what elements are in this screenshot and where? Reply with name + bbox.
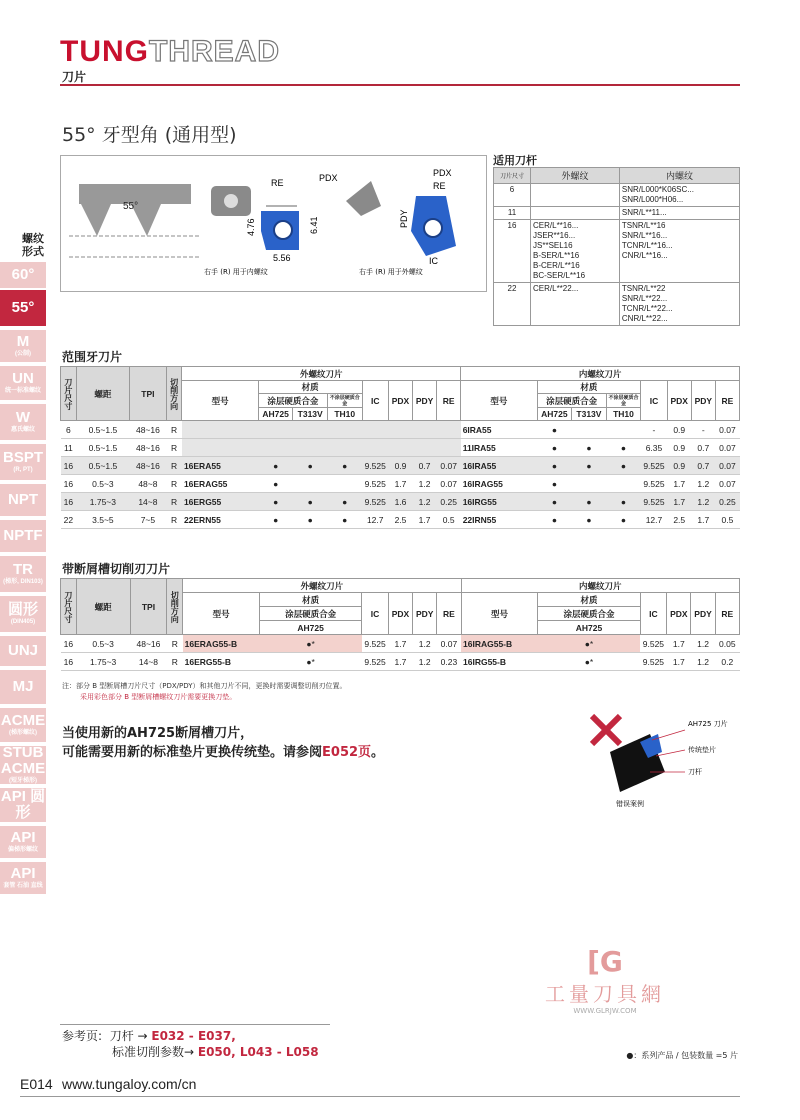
table-cell <box>606 421 641 439</box>
table-cell <box>362 439 388 457</box>
notice: 当使用新的AH725断屑槽刀片， 可能需要用新的标准垫片更换传统垫。请参阅E052页。 <box>62 726 385 760</box>
table-row <box>61 511 740 529</box>
table-cell: R <box>166 439 182 457</box>
ext-model: 16ERAG55 <box>182 475 258 493</box>
table-cell: 3.5~5 <box>76 511 129 529</box>
footer-url[interactable]: www.tungaloy.com/cn <box>62 1076 197 1092</box>
table-cell: ● <box>293 493 328 511</box>
table-cell <box>327 421 362 439</box>
table-cell: 0.9 <box>667 457 691 475</box>
sidebar-tab-sublabel: 偏梯形螺纹 <box>7 847 38 853</box>
table-cell: 9.525 <box>640 635 667 653</box>
svg-text:传统垫片: 传统垫片 <box>688 746 716 754</box>
table-cell: 9.525 <box>362 457 388 475</box>
sidebar-tab-label: M <box>16 333 30 350</box>
compat-title: 适用刀杆 <box>493 154 537 167</box>
table-cell: 0.07 <box>715 439 739 457</box>
table1-title: 范围牙刀片 <box>62 350 123 364</box>
sidebar-tab[interactable] <box>0 290 46 326</box>
table-row <box>61 457 740 475</box>
sidebar-tab-label: BSPT <box>2 449 43 466</box>
table-cell: 1.7 <box>667 635 691 653</box>
table-cell: R <box>166 475 182 493</box>
insert-figure <box>60 155 487 292</box>
table-cell: ● <box>258 457 293 475</box>
sidebar-tab[interactable] <box>0 636 46 666</box>
caption-right: 右手 (R) 用于外螺纹 <box>359 268 423 276</box>
int-model: 16IRAG55-B <box>461 635 538 653</box>
note-1: 注：部分 B 型断屑槽刀片尺寸（PDX/PDY）和其他刀片不同，更换时需要调整切削刃位置。 <box>62 682 347 690</box>
watermark-logo: [G <box>587 945 623 978</box>
ref-link-holders[interactable]: E032 - E037, <box>151 1029 236 1043</box>
table-cell: 1.75~3 <box>76 653 130 671</box>
table-cell: 0.9 <box>388 457 412 475</box>
page-title: 55° 牙型角 (通用型) <box>62 124 237 146</box>
table-cell: 0.07 <box>715 421 739 439</box>
table-cell: 16 <box>61 493 77 511</box>
table-cell: ● <box>327 511 362 529</box>
svg-text:4.76: 4.76 <box>246 218 256 236</box>
table-cell <box>293 421 328 439</box>
sidebar-tab-label: UN <box>12 370 34 387</box>
table-cell: 48~16 <box>130 439 167 457</box>
compat-row <box>494 207 740 220</box>
table-cell: ●* <box>538 653 640 671</box>
compat-cell: CER/L**16... JSER**16... JS**SEL16 B-SER/L**16 B-CER/L**16 BC-SER/L**16 <box>531 220 620 283</box>
table-cell: 0.07 <box>437 475 461 493</box>
table-cell: 1.2 <box>413 653 437 671</box>
table-row <box>61 475 740 493</box>
sidebar-tab-label: NPT <box>8 491 38 508</box>
table-cell: ● <box>327 493 362 511</box>
svg-text:RE: RE <box>271 178 284 188</box>
table-cell: ● <box>572 511 607 529</box>
table-cell: 0.5~1.5 <box>76 457 129 475</box>
table-row <box>61 421 740 439</box>
int-model: 16IRG55-B <box>461 653 538 671</box>
table-cell: 1.7 <box>667 475 691 493</box>
sidebar-tab[interactable] <box>0 670 46 704</box>
table-cell: 1.2 <box>413 493 437 511</box>
ext-model <box>182 439 258 457</box>
sidebar-tab-sublabel: (公制) <box>15 351 31 357</box>
table-cell: R <box>166 457 182 475</box>
sidebar-tab-label: API <box>10 829 36 846</box>
table1: 刀片尺寸 螺距 TPI 切削方向 外螺纹刀片 内螺纹刀片 型号 材质 IC PDX PDY RE 型号 材质 IC PDX PDY RE 涂层硬质合金 不涂层硬质合金 涂层硬质合金 不涂层硬质合金 AH725 T313V TH10 AH725 T313V TH10 6 0.5~1.5 48~16 R 6IRA55 ● - 0.9 - 0.07 11 0.5~1.5 48~16 R 11IRA55 ● ● ● 6.35 0.9 0.7 0.07 16 0.5~1.5 48~16 R 16ERA55 ● ● ● 9.525 0.9 0.7 0.07 16IRA55 ● ● ● 9.525 0.9 0.7 0.07 16 0.5~3 48~8 R 16ERAG55 ● 9.525 1.7 1.2 0.07 16IRAG55 ● 9.525 1.7 1.2 0.07 16 1.75~3 14~8 R 16ERG55 ● ● ● 9.525 1.6 1.2 0.25 16IRG55 ● ● ● 9.525 1.7 1.2 0.25 22 3.5~5 7~5 R 22ERN55 ● ● ● 12.7 2.5 1.7 0.5 22IRN55 ● ● ● 12.7 2.5 1.7 0.5 <box>60 366 740 529</box>
table-cell: 0.5 <box>437 511 461 529</box>
table-cell <box>413 439 437 457</box>
compat-cell <box>531 207 620 220</box>
table-cell: 1.7 <box>388 653 412 671</box>
sidebar-tab-label: API 圆形 <box>0 788 46 821</box>
table-cell: 0.7 <box>413 457 437 475</box>
table-cell <box>413 421 437 439</box>
table-cell: 0.9 <box>667 439 691 457</box>
ext-model: 16ERAG55-B <box>183 635 260 653</box>
table-cell: 6 <box>61 421 77 439</box>
table-cell: 16 <box>61 653 77 671</box>
int-model: 11IRA55 <box>461 439 537 457</box>
compat-header-size: 刀片尺寸 <box>494 168 531 184</box>
table-cell: 9.525 <box>641 475 667 493</box>
int-model: 16IRA55 <box>461 457 537 475</box>
svg-text:RE: RE <box>433 181 446 191</box>
compat-table <box>493 167 740 326</box>
table-cell: ● <box>293 511 328 529</box>
compat-row <box>494 283 740 326</box>
svg-text:错误案例: 错误案例 <box>616 800 644 808</box>
table-cell <box>437 439 461 457</box>
table-cell: 0.5~3 <box>76 475 129 493</box>
table-cell: 9.525 <box>362 635 389 653</box>
sidebar-tab[interactable] <box>0 596 46 632</box>
sidebar-tab-sublabel: 套管 石油 直线 <box>3 883 43 889</box>
table-cell: 0.5~3 <box>76 635 130 653</box>
table-cell: 48~16 <box>130 421 167 439</box>
sidebar-tab-label: TR <box>13 561 33 578</box>
sidebar-tab-label: UNJ <box>7 642 38 659</box>
sidebar-tab-label: MJ <box>12 678 34 695</box>
compat-cell <box>531 184 620 207</box>
compat-cell: SNR/L000*K06SC... SNR/L000*H06... <box>619 184 739 207</box>
sidebar-tab-sublabel: 统一标准螺纹 <box>4 388 41 394</box>
table-cell: 11 <box>61 439 77 457</box>
table-cell: 1.2 <box>413 635 437 653</box>
sidebar-tab-sublabel: (R, PT) <box>13 467 33 473</box>
sidebar-tab-sublabel: (梯形, DIN103) <box>3 579 43 585</box>
table-cell: 22 <box>61 511 77 529</box>
table-cell: 14~8 <box>130 653 167 671</box>
table-cell: ● <box>537 475 572 493</box>
sidebar-tab-sublabel: (短牙梯形) <box>9 778 37 784</box>
table-cell: 9.525 <box>641 457 667 475</box>
ref-divider <box>60 1024 330 1025</box>
compat-cell: 22 <box>494 283 531 326</box>
table-cell: 0.23 <box>437 653 461 671</box>
table-cell: 48~16 <box>130 457 167 475</box>
svg-text:IC: IC <box>429 256 438 266</box>
svg-text:6.41: 6.41 <box>309 216 319 234</box>
svg-text:刀杆: 刀杆 <box>688 768 702 776</box>
table-cell: ● <box>537 457 572 475</box>
compat-header-int: 内螺纹 <box>619 168 739 184</box>
table-cell: 9.525 <box>640 653 667 671</box>
table-cell: 0.07 <box>437 635 461 653</box>
table-cell <box>437 421 461 439</box>
angle-label: 55° <box>123 201 139 212</box>
sidebar-tab[interactable] <box>0 520 46 552</box>
table-cell: 1.2 <box>691 475 715 493</box>
table-cell <box>362 421 388 439</box>
table-cell <box>258 421 293 439</box>
sidebar-tab[interactable] <box>0 862 46 894</box>
table-cell: R <box>167 653 183 671</box>
table-cell: 9.525 <box>641 493 667 511</box>
table-cell: ● <box>606 493 641 511</box>
ext-model: 16ERA55 <box>182 457 258 475</box>
table-cell <box>293 439 328 457</box>
sidebar-tab-label: 圆形 <box>7 601 38 618</box>
table-cell: 7~5 <box>130 511 167 529</box>
table-cell: 0.07 <box>437 457 461 475</box>
svg-text:PDY: PDY <box>399 209 409 228</box>
table-cell: 0.7 <box>691 439 715 457</box>
table-cell: 1.2 <box>691 493 715 511</box>
table-cell: 9.525 <box>362 653 389 671</box>
table-cell: ● <box>572 457 607 475</box>
table-cell: ● <box>258 475 293 493</box>
svg-text:PDX: PDX <box>433 168 452 178</box>
table-cell: 48~16 <box>130 635 167 653</box>
table-cell: 0.9 <box>667 421 691 439</box>
int-model: 6IRA55 <box>461 421 537 439</box>
compat-cell: 16 <box>494 220 531 283</box>
table-cell: R <box>166 421 182 439</box>
compat-cell: 6 <box>494 184 531 207</box>
compat-cell: TSNR/L**16 SNR/L**16... TCNR/L**16... CNR/L**16... <box>619 220 739 283</box>
table-cell: R <box>166 511 182 529</box>
sidebar-tab[interactable] <box>0 404 46 440</box>
table-cell <box>388 439 412 457</box>
ext-model: 16ERG55 <box>182 493 258 511</box>
table-cell: 0.25 <box>437 493 461 511</box>
table-cell: ● <box>537 493 572 511</box>
table-cell <box>606 475 641 493</box>
table-cell: 0.7 <box>691 457 715 475</box>
table-cell: 1.7 <box>388 475 412 493</box>
table-cell: 12.7 <box>641 511 667 529</box>
reference-pages: 参考页: 刀杆 → E032 - E037, 标准切削参数→ E050, L043 - L058 <box>62 1029 319 1059</box>
sidebar-tab-sublabel: (梯形螺纹) <box>9 730 37 736</box>
svg-text:AH725 刀片: AH725 刀片 <box>688 720 728 728</box>
table-cell: ● <box>327 457 362 475</box>
table-cell: ● <box>606 511 641 529</box>
table-cell: ●* <box>538 635 640 653</box>
compat-header-ext: 外螺纹 <box>531 168 620 184</box>
sidebar-tab-label: ACME <box>0 712 46 729</box>
table-row <box>61 653 740 671</box>
table-cell: 48~8 <box>130 475 167 493</box>
sidebar-tab[interactable] <box>0 444 46 480</box>
table-cell: 14~8 <box>130 493 167 511</box>
table-cell: 0.5 <box>715 511 739 529</box>
ext-model <box>182 421 258 439</box>
ref-link-conditions[interactable]: E050, L043 - L058 <box>197 1045 319 1059</box>
table-cell: 12.7 <box>362 511 388 529</box>
footer-divider <box>20 1096 740 1097</box>
wrong-example-figure <box>590 712 740 812</box>
table-row <box>61 439 740 457</box>
table-cell: 9.525 <box>362 493 388 511</box>
svg-text:PDX: PDX <box>319 173 338 183</box>
table-cell: ● <box>606 457 641 475</box>
table-row <box>61 493 740 511</box>
table2-title: 带断屑槽切削刃刀片 <box>62 562 171 576</box>
table-cell: ● <box>572 493 607 511</box>
compat-row <box>494 184 740 207</box>
table-cell: ● <box>258 511 293 529</box>
table-cell: ● <box>572 439 607 457</box>
sidebar-tab-label: API <box>10 865 36 882</box>
caption-left: 右手 (R) 用于内螺纹 <box>204 268 268 276</box>
table-cell: 1.7 <box>667 653 691 671</box>
header-subtitle: 刀片 <box>62 70 87 84</box>
compat-cell: TSNR/L**22 SNR/L**22... TCNR/L**22... CNR/L**22... <box>619 283 739 326</box>
table-cell: 1.2 <box>691 635 715 653</box>
header-divider <box>60 84 740 86</box>
table-cell: R <box>167 635 183 653</box>
table-cell: 16 <box>61 475 77 493</box>
table-cell: 1.6 <box>388 493 412 511</box>
ext-model: 16ERG55-B <box>183 653 260 671</box>
insert-photo-right <box>346 181 381 216</box>
sidebar-tab-label: 60° <box>11 266 35 283</box>
table-cell: 1.2 <box>691 653 715 671</box>
table-cell <box>293 475 328 493</box>
table-cell <box>258 439 293 457</box>
sidebar-tab-label: W <box>15 409 31 426</box>
sidebar-tab[interactable] <box>0 826 46 858</box>
int-model: 16IRAG55 <box>461 475 537 493</box>
table-cell <box>572 421 607 439</box>
table-cell <box>327 475 362 493</box>
sidebar-tab[interactable] <box>0 366 46 400</box>
compat-cell: 11 <box>494 207 531 220</box>
brand-logo: TUNGTHREAD <box>60 35 280 68</box>
table-cell: ●* <box>260 653 362 671</box>
table-cell: 16 <box>61 635 77 653</box>
table-row <box>61 635 740 653</box>
table-cell: 2.5 <box>667 511 691 529</box>
legend-note: ●：系列产品 / 包装数量 =5 片 <box>626 1051 738 1060</box>
sidebar-tab[interactable] <box>0 788 46 822</box>
watermark: [G 工量刀具網 WWW.GLRJW.COM <box>530 945 680 1015</box>
table-cell: 0.07 <box>715 475 739 493</box>
table-cell: 0.07 <box>715 457 739 475</box>
table-cell <box>388 421 412 439</box>
table-cell: ● <box>606 439 641 457</box>
compat-cell: CER/L**22... <box>531 283 620 326</box>
sidebar-tab[interactable] <box>0 330 46 362</box>
compat-cell: SNR/L**11... <box>619 207 739 220</box>
table-cell: 1.7 <box>388 635 412 653</box>
table-cell: 1.7 <box>413 511 437 529</box>
table-cell: ● <box>537 421 572 439</box>
table-cell: ● <box>293 457 328 475</box>
table-cell <box>327 439 362 457</box>
sidebar-tab-sublabel: (DIN405) <box>10 619 36 625</box>
int-model: 22IRN55 <box>461 511 537 529</box>
table-cell: R <box>166 493 182 511</box>
sidebar-label: 螺纹 形式 <box>22 232 44 258</box>
int-model: 16IRG55 <box>461 493 537 511</box>
insert-diagram <box>61 156 486 291</box>
svg-text:5.56: 5.56 <box>273 253 291 263</box>
sidebar-tab-label: 55° <box>11 299 35 316</box>
sidebar-tab[interactable] <box>0 708 46 742</box>
table-cell: 6.35 <box>641 439 667 457</box>
table-cell: ●* <box>260 635 362 653</box>
sidebar-tab-sublabel: 惠氏螺纹 <box>10 427 35 433</box>
table-cell: 9.525 <box>362 475 388 493</box>
ext-model: 22ERN55 <box>182 511 258 529</box>
table-cell: - <box>641 421 667 439</box>
sidebar-tab-label: NPTF <box>3 527 43 544</box>
sidebar-tab[interactable] <box>0 746 46 784</box>
table2: 刀片尺寸 螺距 TPI 切削方向 外螺纹刀片 内螺纹刀片 型号 材质 IC PDX PDY RE 型号 材质 IC PDX PDY RE 涂层硬质合金 涂层硬质合金 AH725 AH725 16 0.5~3 48~16 R 16ERAG55-B ●* 9.525 1.7 1.2 0.07 16IRAG55-B ●* 9.525 1.7 1.2 0.05 16 1.75~3 14~8 R 16ERG55-B ●* 9.525 1.7 1.2 0.23 16IRG55-B ●* 9.525 1.7 1.2 0.2 <box>60 578 740 671</box>
table-cell: 16 <box>61 457 77 475</box>
table-cell: 1.7 <box>691 511 715 529</box>
table-cell: ● <box>537 511 572 529</box>
table-cell: 0.5~1.5 <box>76 421 129 439</box>
sidebar-tab-label: STUB ACME <box>0 744 46 777</box>
table-cell: 1.7 <box>667 493 691 511</box>
sidebar-tab[interactable] <box>0 262 46 288</box>
table-cell: ● <box>258 493 293 511</box>
table-cell: 0.2 <box>715 653 739 671</box>
table-cell <box>572 475 607 493</box>
table-cell: 0.5~1.5 <box>76 439 129 457</box>
table-cell: 1.2 <box>413 475 437 493</box>
sidebar-tab[interactable] <box>0 556 46 592</box>
sidebar-tab[interactable] <box>0 484 46 516</box>
compat-row <box>494 220 740 283</box>
note-2: 采用彩色部分 B 型断屑槽螺纹刀片需要更换刀垫。 <box>80 693 237 701</box>
table-cell: 0.25 <box>715 493 739 511</box>
page-number: E014 <box>20 1076 53 1092</box>
table-cell: 0.05 <box>715 635 739 653</box>
table-cell: 2.5 <box>388 511 412 529</box>
table-cell: 1.75~3 <box>76 493 129 511</box>
table-cell: - <box>691 421 715 439</box>
table-cell: ● <box>537 439 572 457</box>
